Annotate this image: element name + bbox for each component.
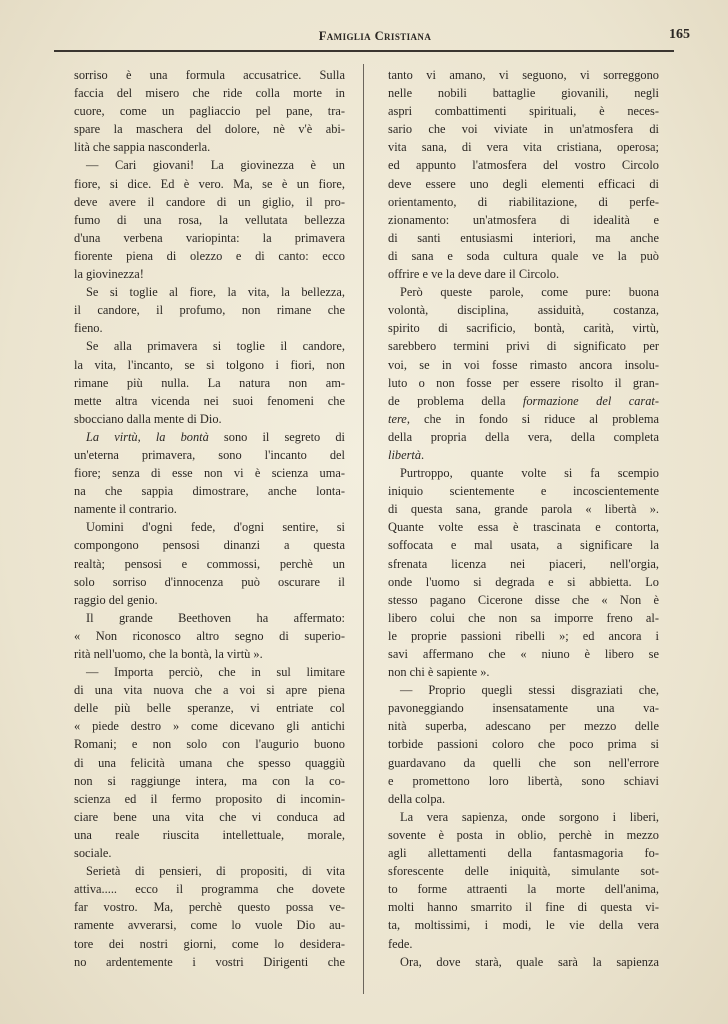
text-line: La virtù, la bontà sono il segreto di <box>86 429 345 444</box>
text-line: sovente è posta in oblio, perchè in mezzo <box>388 827 659 842</box>
text-line: Serietà di pensieri, di propositi, di vita <box>86 864 345 879</box>
text-line: — Importa perciò, che in sul limitare <box>86 665 345 680</box>
text-line: — Cari giovani! La giovinezza è un <box>86 158 345 173</box>
text-line: tanto vi amano, vi seguono, vi sorreggono <box>388 68 659 82</box>
text-line: na che sappia dimostrare, anche lonta- <box>74 484 345 499</box>
text-line: Il grande Beethoven ha affermato: <box>86 610 345 625</box>
text-line: Se alla primavera si toglie il candore, <box>86 339 345 354</box>
text-line: un'eterna primavera, sono l'incanto del <box>74 447 345 462</box>
text-line: spare la maschera del dolore, nè v'è abi- <box>74 122 345 137</box>
text-line: fede. <box>388 936 413 951</box>
text-line: soffocata e mal usata, a significare la <box>388 538 659 553</box>
text-line: onde l'uomo si degrada e si abbietta. Lo <box>388 574 659 589</box>
text-line: Però queste parole, come pure: buona <box>400 285 659 300</box>
page-number: 165 <box>669 27 690 42</box>
text-line: pavoneggiando insensatamente una va- <box>388 701 659 716</box>
text-line: di una vita nuova che a voi si apre piena <box>74 683 345 698</box>
text-line: Uomini d'ogni fede, d'ogni sentire, si <box>86 520 345 535</box>
text-line: ta, moltissimi, i modi, le vie della vera <box>388 918 659 933</box>
text-line: zionamento: un'atmosfera di idealità e <box>388 212 659 227</box>
text-line: cuore, come un pagliaccio pel pane, tra- <box>74 104 345 119</box>
text-line: rità nell'uomo, che la bontà, la virtù ». <box>74 647 263 661</box>
text-line: sociale. <box>74 846 112 861</box>
text-line: torbide passioni coloro che poco prima si <box>388 737 659 752</box>
text-line: deve avere il candore di un giglio, il pro- <box>74 194 345 209</box>
text-line: raggio del genio. <box>74 592 158 607</box>
text-line: to forme attraenti la morte dell'anima, <box>388 882 659 897</box>
text-line: e promettono loro libertà, sono schiavi <box>388 773 659 788</box>
text-line: de problema della formazione del carat- <box>388 393 659 408</box>
left-text-column <box>74 66 345 971</box>
text-line: no ardentemente i vostri Dirigenti che <box>74 954 345 969</box>
text-line: « piede destro » come dicevano gli antichi <box>74 719 345 734</box>
text-line: Se si toglie al fiore, la vita, la bellezza, <box>86 285 345 300</box>
column-divider <box>363 64 364 994</box>
text-line: Ora, dove starà, quale sarà la sapienza <box>400 954 659 969</box>
text-line: mette altra vicenda nei suoi fenomeni che <box>74 393 345 408</box>
text-line: il candore, il profumo, non rimane che <box>74 303 345 318</box>
text-line: fieno. <box>74 321 103 336</box>
text-line: Quante volte essa è trascinata e contorta, <box>388 520 659 535</box>
text-line: fiore; senza di esse non vi è scienza uma- <box>74 466 345 481</box>
running-header-title: Famiglia Cristiana <box>318 29 432 43</box>
text-line: savi affermano che « niuno è libero se <box>388 647 659 661</box>
text-line: lità che sappia nasconderla. <box>74 140 211 155</box>
text-line: una reale riuscita intellettuale, morale, <box>74 827 345 842</box>
text-line: scienza ed il fermo proposito di incomin- <box>74 791 345 806</box>
header-rule <box>54 50 674 52</box>
text-line: sfrenata licenza nei piaceri, nell'orgia, <box>388 556 659 571</box>
text-line: tore dei nostri giorni, come lo desidera- <box>74 936 345 951</box>
text-line: libertà. <box>388 447 425 462</box>
text-line: voi, se in voi fosse rimasto ancora insolu- <box>388 357 659 372</box>
text-line: stesso pagano Cicerone disse che « Non è <box>388 592 659 607</box>
text-line: volontà, disciplina, assiduità, costanza, <box>388 303 659 318</box>
text-line: fumo di una rosa, la vellutata bellezza <box>74 212 345 227</box>
text-line: ed appunto l'atmosfera del vostro Circolo <box>388 158 659 173</box>
text-line: ciare bene una vita che vi conduca ad <box>74 809 345 824</box>
text-line: sario che voi viviate in un'atmosfera di <box>388 122 659 137</box>
text-line: di una felicità umana che spesso quaggiù <box>74 755 345 770</box>
text-line: non chi è sapiente ». <box>388 665 490 680</box>
text-line: attiva..... ecco il programma che dovete <box>74 882 345 897</box>
text-line: agli allettamenti della fantasmagoria fo- <box>388 846 659 861</box>
right-text-column <box>388 66 659 971</box>
text-line: di sana e soda cultura quale ve la può <box>388 248 659 263</box>
text-line: d'una verbena variopinta: la primavera <box>74 230 345 245</box>
text-line: della propria della vera, della completa <box>388 429 659 444</box>
text-line: compongono pensosi dinanzi a questa <box>74 538 345 553</box>
text-line: namente il contrario. <box>74 502 177 517</box>
text-line: faccia del misero che ride colla morte in <box>74 86 345 101</box>
text-line: far vostro. Ma, perchè questo possa ve- <box>74 900 345 915</box>
text-line: libero colui che non sa imporre freno al- <box>388 610 659 625</box>
text-line: La vera sapienza, onde sorgono i liberi, <box>400 809 659 824</box>
text-line: fiore, si dice. Ed è vero. Ma, se è un fiore, <box>74 176 345 191</box>
text-line: sorriso è una formula accusatrice. Sulla <box>74 68 345 82</box>
text-line: delle più belle speranze, vi entriate col <box>74 701 345 716</box>
text-line: della colpa. <box>388 791 446 806</box>
text-line: orientamento, di riabilitazione, di perfe- <box>388 194 659 209</box>
text-line: solo sorriso d'innocenza può oscurare il <box>74 574 345 589</box>
text-line: sbocciano dalla mente di Dio. <box>74 411 222 426</box>
text-line: non si raggiunge intera, ma con la co- <box>74 773 345 788</box>
text-line: spirito di sacrificio, bontà, carità, virtù, <box>388 321 659 336</box>
text-line: Purtroppo, quante volte si fa scempio <box>400 466 659 481</box>
text-line: nelle nobili battaglie giovanili, negli <box>388 86 659 101</box>
text-line: di questa sana, grande parola « libertà ». <box>388 502 659 517</box>
text-line: tere, che in fondo si riduce al problema <box>388 411 659 426</box>
text-line: la vita, l'incanto, se si tolgono i fiori, non <box>74 357 345 372</box>
text-line: sarebbero termini privi di significato per <box>388 339 659 354</box>
text-line: vita sana, di vera vita cristiana, operosa; <box>388 140 659 155</box>
text-line: ramente avverarsi, come lo vuole Dio au- <box>74 918 345 933</box>
text-line: iniquio scientemente e incoscientemente <box>388 484 659 499</box>
text-line: di santi entusiasmi interiori, ma anche <box>388 230 659 245</box>
text-line: luto o non fosse per essere risolto il gran- <box>388 375 659 390</box>
text-line: rimane più nulla. La natura non am- <box>74 375 345 390</box>
text-line: guardavano da quelli che son nell'errore <box>388 755 659 770</box>
text-line: molti hanno smarrito il fine di questa vi- <box>388 900 659 915</box>
text-line: Romani; e non solo con l'augurio buono <box>74 737 345 752</box>
text-line: offrire e ve la deve dare il Circolo. <box>388 267 560 282</box>
text-line: deve essere uno degli elementi efficaci di <box>388 176 659 191</box>
text-line: le proprie passioni ribelli »; ed ancora i <box>388 628 659 643</box>
text-line: fiorente piena di olezzo e di canto: ecco <box>74 248 345 263</box>
text-line: sforescente delle iniquità, simulante sot- <box>388 864 659 879</box>
text-line: realtà; pensosi e commossi, perchè un <box>74 556 345 571</box>
text-line: la giovinezza! <box>74 267 144 282</box>
text-line: nità superba, adescano per mezzo delle <box>388 719 659 734</box>
text-line: « Non riconosco altro segno di superio- <box>74 628 345 643</box>
text-line: aspri combattimenti spirituali, è neces- <box>388 104 659 119</box>
text-line: — Proprio quegli stessi disgraziati che, <box>400 683 659 698</box>
